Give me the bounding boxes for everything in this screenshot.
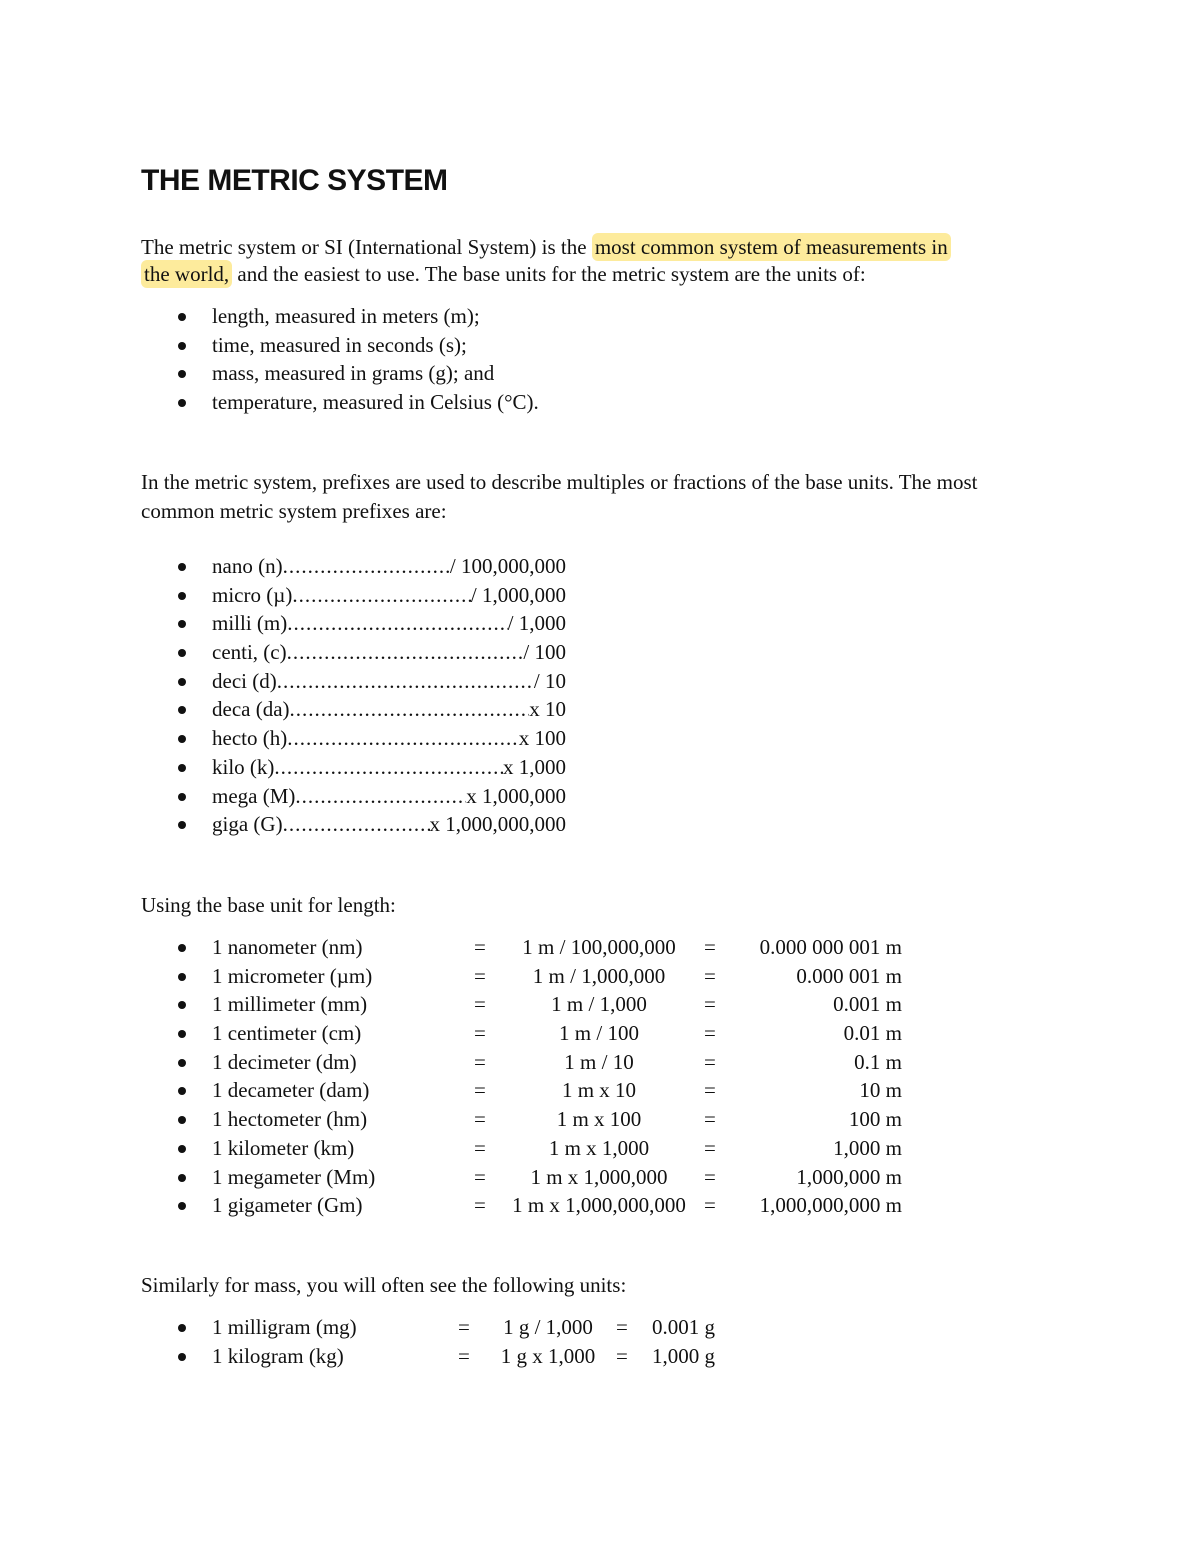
unit-result: 0.1 m <box>854 1049 902 1074</box>
unit-expression: 1 m x 100 <box>556 1107 642 1132</box>
prefix-value: / 100,000,000 <box>449 554 566 578</box>
bullet-icon <box>178 1202 186 1210</box>
bullet-icon <box>178 1087 186 1095</box>
unit-expression: 1 m / 100,000,000 <box>522 935 676 959</box>
dot-leader <box>292 581 471 610</box>
bullet-icon <box>178 706 186 714</box>
equals-sign: = <box>474 935 486 959</box>
list-item <box>141 359 1041 388</box>
list-item <box>141 933 941 962</box>
prefix-name: nano (n) <box>212 554 283 578</box>
bullet-icon <box>178 1059 186 1067</box>
base-unit: length, measured in meters (m); <box>212 304 480 328</box>
bullet-icon <box>178 944 186 952</box>
unit-result: 0.001 g <box>652 1315 715 1339</box>
unit-expression: 1 m x 10 <box>561 1078 637 1103</box>
bullet-icon <box>178 592 186 600</box>
list-item <box>141 810 641 839</box>
unit-result: 0.01 m <box>843 1021 902 1046</box>
mass-intro <box>141 1272 1061 1299</box>
prefix-name: deci (d) <box>212 668 277 693</box>
bullet-icon <box>178 620 186 628</box>
list-item <box>141 331 1041 360</box>
bullet-icon <box>178 1030 186 1038</box>
equals-sign: = <box>704 1135 716 1160</box>
unit-result: 0.001 m <box>833 992 902 1017</box>
list-item <box>141 1163 941 1192</box>
bullet-icon <box>178 764 186 772</box>
unit-name: 1 decameter (dam) <box>212 1078 370 1103</box>
bullet-icon <box>178 735 186 743</box>
prefix-name: micro (µ) <box>212 582 293 607</box>
dot-leader <box>287 638 524 667</box>
equals-sign: = <box>458 1343 470 1368</box>
list-item <box>141 638 641 667</box>
dot-leader <box>287 724 519 753</box>
unit-name: 1 kilogram (kg) <box>212 1343 344 1368</box>
bullet-icon <box>178 1174 186 1182</box>
unit-result: 1,000 g <box>652 1343 715 1368</box>
bullet-icon <box>178 821 186 829</box>
list-item <box>141 581 641 610</box>
dot-leader <box>283 552 450 581</box>
prefix-value: / 10 <box>533 668 566 693</box>
list-item <box>141 1048 941 1077</box>
unit-result: 0.000 000 001 m <box>759 935 902 959</box>
list-item <box>141 1342 741 1371</box>
unit-name: 1 millimeter (mm) <box>212 992 368 1017</box>
unit-expression: 1 m / 1,000 <box>551 992 647 1017</box>
equals-sign: = <box>474 1164 486 1189</box>
bullet-icon <box>178 370 186 378</box>
equals-sign: = <box>704 1164 716 1189</box>
page-title: THE METRIC SYSTEM <box>141 164 448 197</box>
equals-sign: = <box>474 992 486 1017</box>
prefix-value: x 1,000,000 <box>466 783 566 808</box>
bullet-icon <box>178 1353 186 1361</box>
unit-result: 100 m <box>848 1107 902 1132</box>
highlight: the world, <box>141 260 232 288</box>
prefix-value: x 1,000,000,000 <box>429 812 566 837</box>
list-item <box>141 962 941 991</box>
dot-leader <box>295 782 466 811</box>
list-item <box>141 1105 941 1134</box>
bullet-icon <box>178 313 186 321</box>
prefix-name: mega (M) <box>212 783 296 808</box>
bullet-icon <box>178 973 186 981</box>
equals-sign: = <box>474 1049 486 1074</box>
equals-sign: = <box>474 1021 486 1046</box>
prefix-name: hecto (h) <box>212 726 288 751</box>
mass-intro-text: Similarly for mass, you will often see the following units: <box>141 1273 627 1297</box>
unit-expression: 1 m / 1,000,000 <box>532 963 666 988</box>
unit-name: 1 gigameter (Gm) <box>212 1193 363 1218</box>
unit-name: 1 nanometer (nm) <box>212 935 363 959</box>
list-item <box>141 667 641 696</box>
equals-sign: = <box>704 992 716 1017</box>
prefix-value: x 100 <box>518 726 566 751</box>
unit-name: 1 micrometer (µm) <box>212 963 373 988</box>
unit-name: 1 megameter (Mm) <box>212 1164 376 1189</box>
equals-sign: = <box>704 935 716 959</box>
bullet-icon <box>178 342 186 350</box>
unit-name: 1 decimeter (dm) <box>212 1049 357 1074</box>
list-item <box>141 753 641 782</box>
equals-sign: = <box>474 1078 486 1103</box>
mass-table <box>141 1313 741 1370</box>
dot-leader <box>274 753 503 782</box>
unit-expression: 1 m x 1,000 <box>548 1135 650 1160</box>
bullet-icon <box>178 1145 186 1153</box>
list-item <box>141 1134 941 1163</box>
bullet-icon <box>178 399 186 407</box>
list-item <box>141 782 641 811</box>
unit-name: 1 centimeter (cm) <box>212 1021 362 1046</box>
dot-leader <box>290 695 530 724</box>
list-item <box>141 1191 941 1220</box>
unit-result: 1,000 m <box>833 1135 902 1160</box>
list-item <box>141 552 641 581</box>
unit-expression: 1 m / 10 <box>564 1049 634 1074</box>
prefix-name: kilo (k) <box>212 754 275 779</box>
length-intro <box>141 892 1061 919</box>
list-item <box>141 1076 941 1105</box>
base-unit: mass, measured in grams (g); and <box>212 361 495 386</box>
list-item <box>141 609 641 638</box>
unit-name: 1 kilometer (km) <box>212 1135 355 1160</box>
highlight: most common system of measurements in <box>592 233 951 261</box>
intro-paragraph <box>141 234 1061 288</box>
equals-sign: = <box>474 1193 486 1218</box>
equals-sign: = <box>458 1315 470 1339</box>
base-units-list <box>141 302 1041 417</box>
equals-sign: = <box>704 1193 716 1218</box>
equals-sign: = <box>704 1078 716 1103</box>
bullet-icon <box>178 793 186 801</box>
length-intro-text: Using the base unit for length: <box>141 893 396 917</box>
length-table <box>141 933 941 1220</box>
intro-text: The metric system or SI (International System) is the <box>141 235 592 259</box>
bullet-icon <box>178 649 186 657</box>
prefix-name: deca (da) <box>212 697 290 722</box>
bullet-icon <box>178 563 186 571</box>
unit-expression: 1 m x 1,000,000 <box>530 1164 668 1189</box>
base-unit: time, measured in seconds (s); <box>212 332 467 357</box>
list-item <box>141 388 1041 417</box>
prefix-intro-text: In the metric system, prefixes are used to describe multiples or fractions of the base units. The most common metric system prefixes are: <box>141 470 978 523</box>
equals-sign: = <box>704 1107 716 1132</box>
unit-expression: 1 g x 1,000 <box>500 1343 596 1368</box>
equals-sign: = <box>474 1107 486 1132</box>
prefix-name: milli (m) <box>212 611 288 636</box>
list-item <box>141 990 941 1019</box>
unit-result: 1,000,000 m <box>796 1164 902 1189</box>
list-item <box>141 1313 741 1342</box>
equals-sign: = <box>704 1021 716 1046</box>
dot-leader <box>287 609 507 638</box>
prefix-value: x 10 <box>529 697 566 722</box>
bullet-icon <box>178 1001 186 1009</box>
equals-sign: = <box>616 1315 628 1339</box>
unit-result: 1,000,000,000 m <box>759 1193 902 1218</box>
list-item <box>141 302 1041 331</box>
prefix-value: x 1,000 <box>503 754 566 779</box>
base-unit: temperature, measured in Celsius (°C). <box>212 390 539 415</box>
unit-name: 1 milligram (mg) <box>212 1315 357 1339</box>
unit-expression: 1 m / 100 <box>559 1021 639 1046</box>
prefix-name: giga (G) <box>212 812 283 837</box>
equals-sign: = <box>616 1343 628 1368</box>
prefix-value: / 1,000,000 <box>470 582 566 607</box>
equals-sign: = <box>704 1049 716 1074</box>
intro-text: and the easiest to use. The base units for the metric system are the units of: <box>232 262 866 286</box>
prefix-intro <box>141 468 1041 526</box>
bullet-icon <box>178 678 186 686</box>
dot-leader <box>277 667 534 696</box>
list-item <box>141 724 641 753</box>
unit-expression: 1 g / 1,000 <box>503 1315 593 1339</box>
prefix-list <box>141 552 641 839</box>
unit-expression: 1 m x 1,000,000,000 <box>512 1193 686 1218</box>
prefix-value: / 1,000 <box>507 611 566 636</box>
bullet-icon <box>178 1324 186 1332</box>
unit-name: 1 hectometer (hm) <box>212 1107 368 1132</box>
unit-result: 10 m <box>859 1078 902 1103</box>
equals-sign: = <box>474 963 486 988</box>
prefix-name: centi, (c) <box>212 640 287 665</box>
equals-sign: = <box>704 963 716 988</box>
list-item <box>141 1019 941 1048</box>
list-item <box>141 695 641 724</box>
bullet-icon <box>178 1116 186 1124</box>
unit-result: 0.000 001 m <box>796 963 902 988</box>
equals-sign: = <box>474 1135 486 1160</box>
dot-leader <box>283 810 430 839</box>
prefix-value: / 100 <box>523 640 566 665</box>
